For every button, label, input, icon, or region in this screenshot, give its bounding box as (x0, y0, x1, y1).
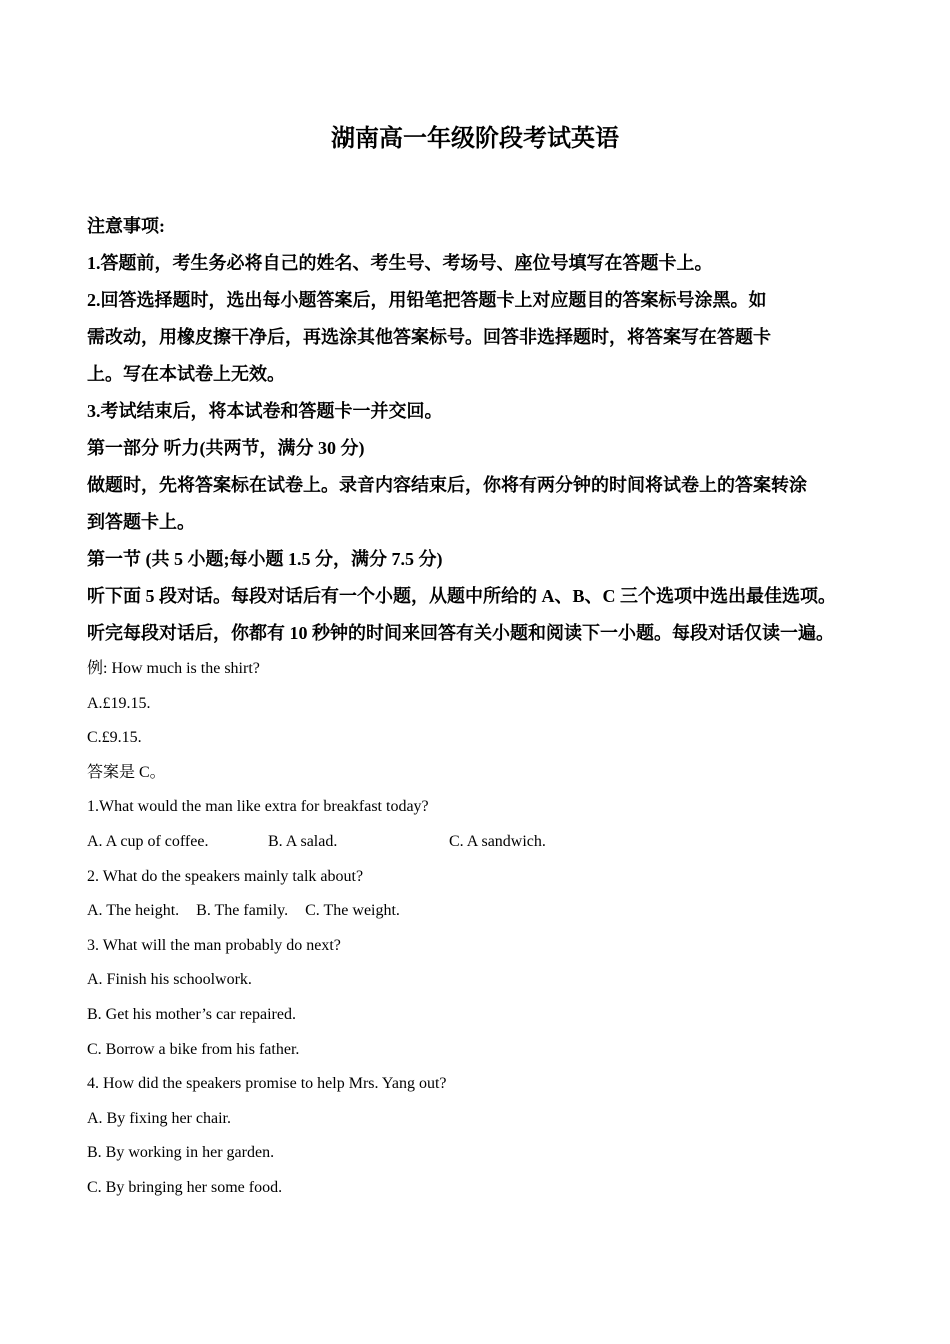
question-3-option-c: C. Borrow a bike from his father. (87, 1040, 300, 1058)
question-2-stem: 2. What do the speakers mainly talk about? (87, 867, 364, 885)
exam-title: 湖南高一年级阶段考试英语 (331, 126, 619, 152)
question-1-option-a: A. A cup of coffee. (87, 832, 209, 850)
notice-item-2-line-2: 需改动，用橡皮擦干净后，再选涂其他答案标号。回答非选择题时，将答案写在答题卡 (87, 327, 771, 347)
section1-instruction-line-1: 听下面 5 段对话。每段对话后有一个小题，从题中所给的 A、B、C 三个选项中选出最佳选项。 (87, 586, 836, 606)
notice-item-2-line-3: 上。写在本试卷上无效。 (87, 364, 285, 384)
question-3-option-b: B. Get his mother’s car repaired. (87, 1005, 296, 1023)
example-option-c: C.£9.15. (87, 729, 142, 747)
section1-heading: 第一节 (共 5 小题;每小题 1.5 分，满分 7.5 分) (87, 549, 443, 569)
example-option-a: A.£19.15. (87, 694, 151, 712)
question-4-option-a: A. By fixing her chair. (87, 1109, 231, 1127)
notice-item-3: 3.考试结束后，将本试卷和答题卡一并交回。 (87, 401, 443, 421)
exam-content (87, 208, 887, 1206)
question-1-option-c: C. A sandwich. (449, 832, 546, 850)
question-3-option-a: A. Finish his schoolwork. (87, 971, 252, 989)
question-3-stem: 3. What will the man probably do next? (87, 936, 341, 954)
question-2-option-a: A. The height. (87, 902, 180, 920)
question-2-option-b: B. The family. (196, 902, 289, 920)
part1-heading: 第一部分 听力(共两节，满分 30 分) (87, 438, 365, 458)
notice-heading: 注意事项: (87, 216, 165, 236)
question-1-options (87, 825, 887, 860)
notice-item-1: 1.答题前，考生务必将自己的姓名、考生号、考场号、座位号填写在答题卡上。 (87, 253, 713, 273)
section1-instruction-line-2: 听完每段对话后，你都有 10 秒钟的时间来回答有关小题和阅读下一小题。每段对话仅读一遍。 (87, 623, 834, 643)
question-4-option-b: B. By working in her garden. (87, 1144, 275, 1162)
part1-intro-line-2: 到答题卡上。 (87, 512, 195, 532)
part1-intro-line-1: 做题时，先将答案标在试卷上。录音内容结束后，你将有两分钟的时间将试卷上的答案转涂 (87, 475, 807, 495)
example-answer: 答案是 C。 (87, 763, 166, 781)
question-4-option-c: C. By bringing her some food. (87, 1178, 283, 1196)
notice-item-2-line-1: 2.回答选择题时，选出每小题答案后，用铅笔把答题卡上对应题目的答案标号涂黑。如 (87, 290, 767, 310)
example-question: 例: How much is the shirt? (87, 660, 260, 677)
question-2-option-c: C. The weight. (305, 902, 400, 920)
question-2-options (87, 894, 887, 929)
question-1-option-b: B. A salad. (268, 832, 338, 850)
question-4-stem: 4. How did the speakers promise to help Mrs. Yang out? (87, 1075, 447, 1093)
question-1-stem: 1.What would the man like extra for breakfast today? (87, 798, 429, 816)
